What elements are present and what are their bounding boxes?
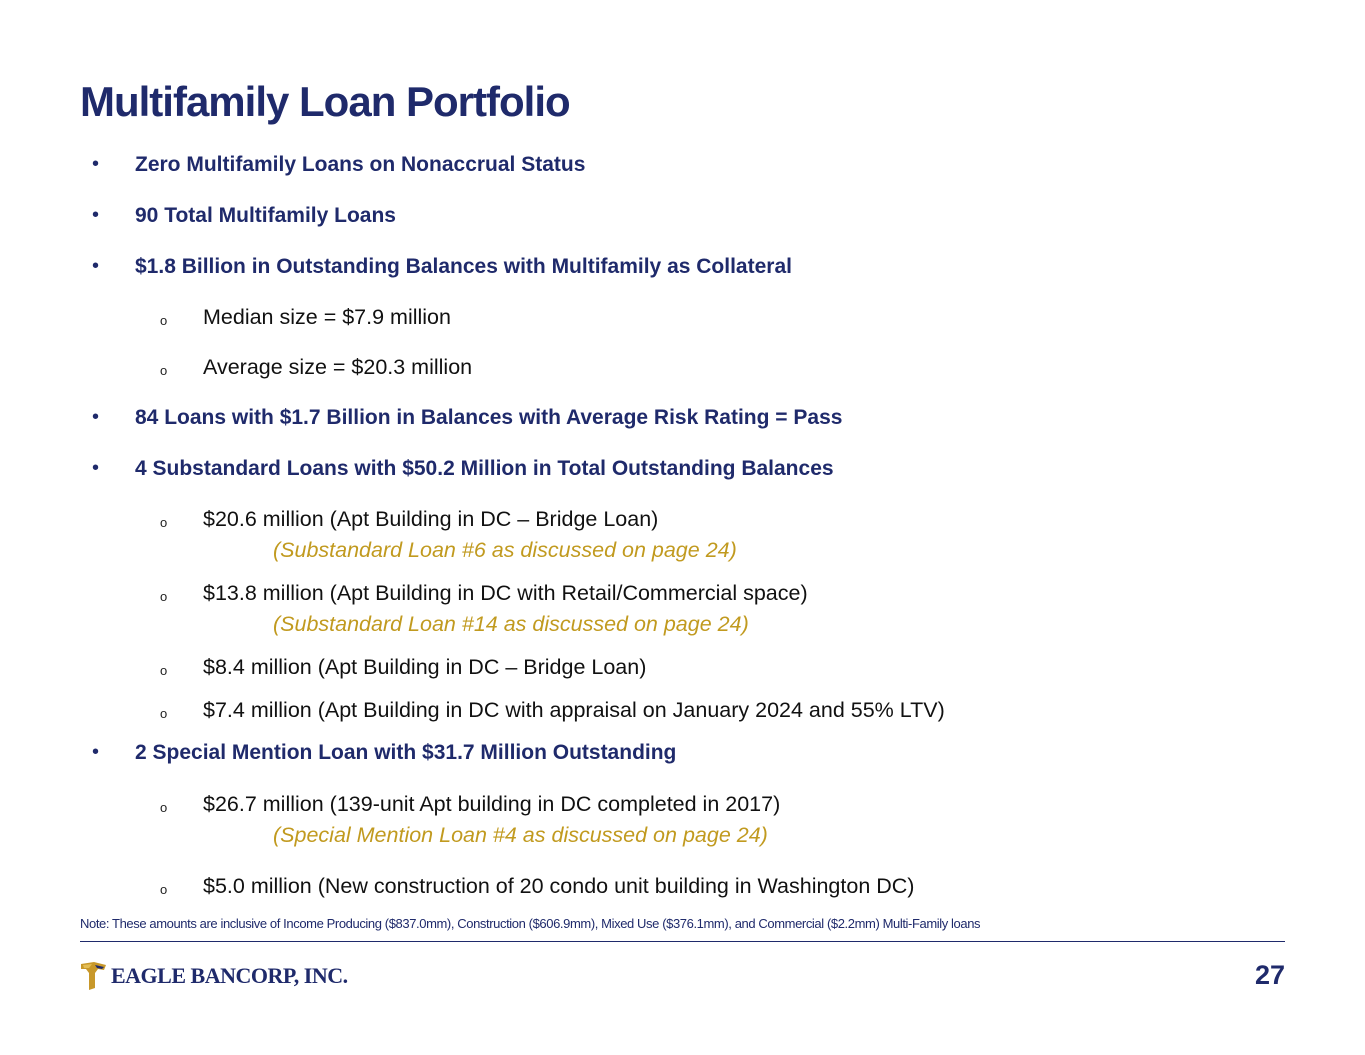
- sub-bullet-text: $8.4 million (Apt Building in DC – Bridge Loan): [203, 655, 647, 679]
- sub-bullet-text: $5.0 million (New construction of 20 condo unit building in Washington DC): [203, 874, 915, 898]
- circle-bullet-icon: o: [160, 515, 168, 530]
- sub-bullet-text: $20.6 million (Apt Building in DC – Bridge Loan): [203, 507, 659, 531]
- bullet-text: 90 Total Multifamily Loans: [135, 204, 396, 227]
- sub-bullet-text: $13.8 million (Apt Building in DC with Retail/Commercial space): [203, 581, 808, 605]
- eagle-icon: [80, 961, 108, 991]
- bullet-icon: •: [92, 741, 100, 763]
- circle-bullet-icon: o: [160, 882, 168, 897]
- circle-bullet-icon: o: [160, 313, 168, 328]
- page-number: 27: [1254, 960, 1285, 990]
- sub-bullet-text: $26.7 million (139-unit Apt building in DC completed in 2017): [203, 792, 781, 816]
- bullet-icon: •: [92, 204, 100, 226]
- loan-reference-note: (Substandard Loan #6 as discussed on page 24): [273, 538, 737, 562]
- footnote: Note: These amounts are inclusive of Income Producing ($837.0mm), Construction ($606.9mm), Mixed Use ($376.1mm), and Commercial ($2.2mm) Multi-Family loans: [80, 916, 981, 931]
- bullet-icon: •: [92, 406, 100, 428]
- sub-bullet-text: $7.4 million (Apt Building in DC with appraisal on January 2024 and 55% LTV): [203, 698, 945, 722]
- bullet-icon: •: [92, 457, 100, 479]
- loan-reference-note: (Special Mention Loan #4 as discussed on page 24): [273, 823, 768, 847]
- loan-reference-note: (Substandard Loan #14 as discussed on page 24): [273, 612, 749, 636]
- bullet-text: Zero Multifamily Loans on Nonaccrual Status: [135, 153, 586, 176]
- circle-bullet-icon: o: [160, 663, 168, 678]
- bullet-text: 84 Loans with $1.7 Billion in Balances with Average Risk Rating = Pass: [135, 406, 843, 429]
- sub-bullet-text: Average size = $20.3 million: [203, 355, 473, 379]
- company-name: EAGLE BANCORP, INC.: [111, 963, 348, 988]
- slide-title: Multifamily Loan Portfolio: [80, 78, 570, 125]
- circle-bullet-icon: o: [160, 706, 168, 721]
- bullet-text: 2 Special Mention Loan with $31.7 Million Outstanding: [135, 741, 677, 764]
- circle-bullet-icon: o: [160, 363, 168, 378]
- bullet-text: 4 Substandard Loans with $50.2 Million in Total Outstanding Balances: [135, 457, 834, 480]
- bullet-icon: •: [92, 255, 100, 277]
- footer-divider: [80, 941, 1285, 942]
- bullet-icon: •: [92, 153, 100, 175]
- company-logo: [80, 960, 348, 992]
- sub-bullet-text: Median size = $7.9 million: [203, 305, 451, 329]
- bullet-text: $1.8 Billion in Outstanding Balances with Multifamily as Collateral: [135, 255, 792, 278]
- circle-bullet-icon: o: [160, 800, 168, 815]
- circle-bullet-icon: o: [160, 589, 168, 604]
